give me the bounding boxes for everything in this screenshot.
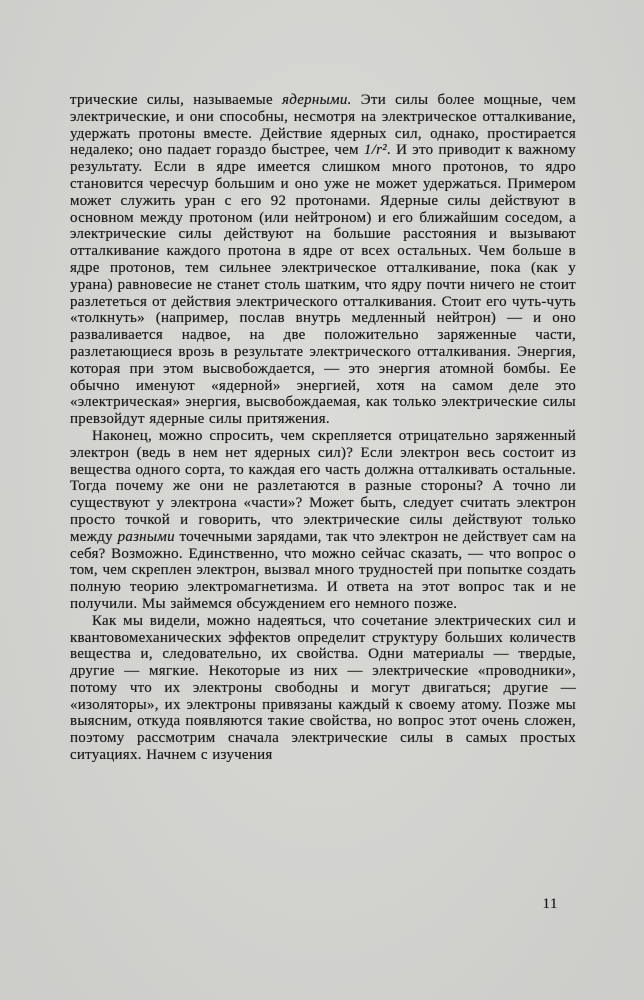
body-text: . И это приводит к важному результату. Если в ядре имеется слишком много протонов, то ядро становится чересчур большим и оно уже не может удержаться. Примером может служить уран с его 92 протонами. Ядерные силы действуют в основном между протоном (или нейтроном) и его ближайшим соседом, а электрические силы действуют на большие расстояния и вызывают отталкивание каждого протона в ядре от всех остальных. Чем больше в ядре протонов, тем сильнее электрическое отталкивание, пока (как у урана) равновесие не станет столь шатким, что ядру почти ничего не стоит разлететься от действия электрического отталкивания. Стоит его чуть-чуть «толкнуть» (например, послав внутрь медленный нейтрон) — и оно разваливается надвое, на две положительно заряженные части, разлетающиеся врозь в результате электрического отталкивания. Энергия, которая при этом высвобождается, — это энергия атомной бомбы. Ее обычно именуют «ядерной» энергией, хотя на самом деле это «электрическая» энергия, высвобождаемая, как только электрические силы превзойдут ядерные силы притяжения.: [70, 142, 576, 428]
paragraph: [70, 613, 576, 764]
paragraph: [70, 428, 576, 613]
body-text: трические силы, называемые: [70, 92, 283, 108]
text-block: [70, 92, 576, 764]
emphasized-text: разными: [117, 528, 175, 545]
emphasized-text: 1/r²: [363, 142, 387, 159]
paragraph: [70, 92, 576, 428]
emphasized-text: ядерными.: [282, 92, 352, 108]
body-text: точечными зарядами, так что электрон не действует сам на себя? Возможно. Единственно, что можно сейчас сказать, — что вопрос о том, чем скреплен электрон, вызвал много трудностей при попытке создать полную теорию электромагнетизма. И ответа на этот вопрос так и не получили. Мы займемся обсуждением его немного позже.: [70, 528, 576, 612]
body-text: Эти силы более мощные, чем электрические, и они способны, несмотря на электрическое отталкивание, удержать протоны вместе. Действие ядерных сил, однако, простирается недалеко; оно падает гораздо быстрее, чем: [70, 92, 577, 159]
page-number: 11: [542, 896, 558, 912]
body-text: Как мы видели, можно надеяться, что сочетание электрических сил и квантовомеханических эффектов определит структуру больших количеств вещества и, следовательно, их свойства. Одни материалы — твердые, другие — мягкие. Некоторые из них — электрические «проводники», потому что их электроны свободны и могут двигаться; другие — «изоляторы», их электроны привязаны каждый к своему атому. Позже мы выясним, откуда появляются такие свойства, но вопрос этот очень сложен, поэтому рассмотрим сначала электрические силы в самых простых ситуациях. Начнем с изучения: [70, 612, 576, 764]
body-text: Наконец, можно спросить, чем скрепляется отрицательно заряженный электрон (ведь в нем нет ядерных сил)? Если электрон весь состоит из вещества одного сорта, то каждая его часть должна отталкивать остальные. Тогда почему же они не разлетаются в разные стороны? А точно ли существуют у электрона «части»? Может быть, следует считать электрон просто точкой и говорить, что электрические силы действуют только между: [70, 427, 576, 545]
